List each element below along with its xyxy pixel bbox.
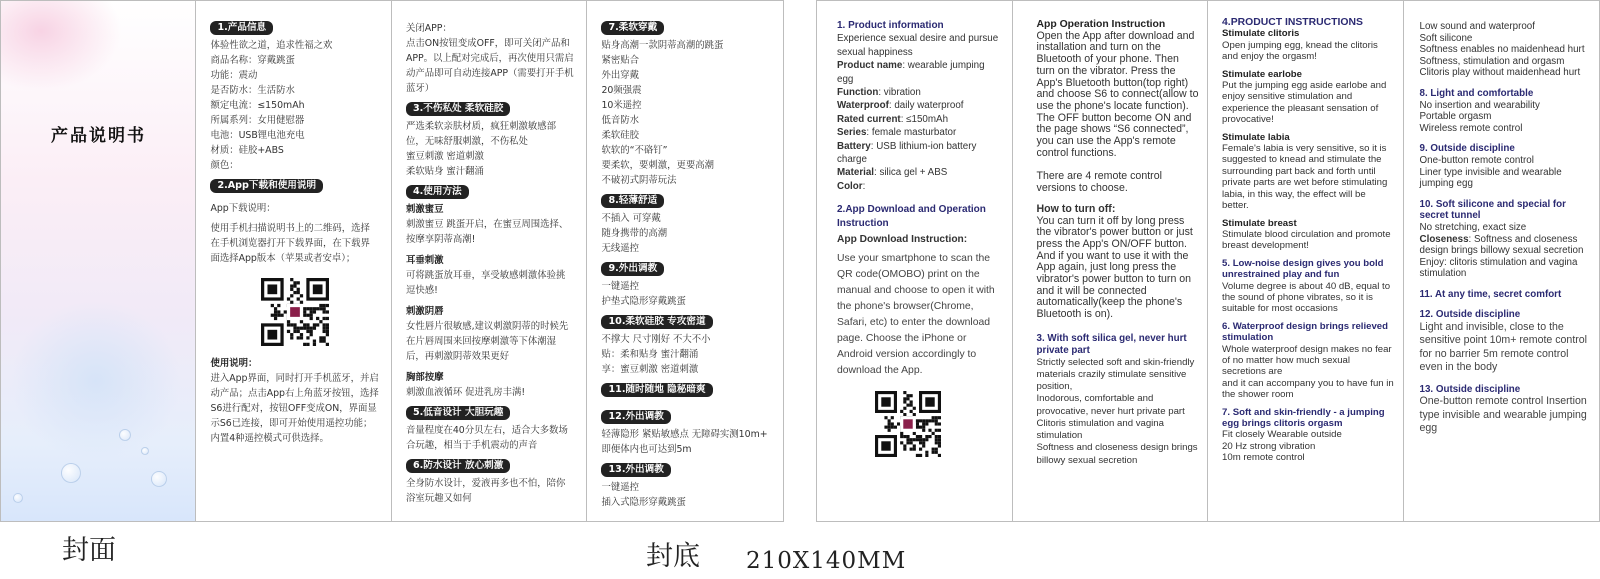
section-lines	[601, 332, 771, 377]
text-line: Softness and closeness design brings billowy sexual secretion	[1036, 442, 1198, 466]
feature-text: One-button remote control Insertion type invisible and wearable jumping egg	[1419, 395, 1587, 435]
spec-row	[837, 99, 1002, 112]
method-text: 刺激蜜豆 跳蛋开启，在蜜豆周围选择、按摩享阴蒂高潮!	[405, 219, 569, 245]
bubble-decoration	[151, 471, 167, 487]
section-lines	[406, 149, 575, 179]
section-heading: 7. Soft and skin-friendly - a jumping egg brings clitoris orgasm	[1222, 406, 1385, 429]
section-heading: 4.PRODUCT INSTRUCTIONS	[1222, 17, 1363, 28]
text-line: Wireless remote control	[1419, 122, 1523, 134]
text-line: 关闭APP：	[405, 23, 452, 34]
close-app-text	[406, 21, 575, 96]
spec-row	[837, 86, 1002, 99]
text-line: 外出穿戴	[601, 70, 639, 81]
spec-key: Series	[837, 127, 867, 139]
spec-key: Function	[837, 87, 879, 99]
section-lines	[1037, 357, 1200, 467]
instruction-text: Put the jumping egg aside earlobe and enjoy sensitive stimulation and experience the pleasant sensation of provocative!	[1222, 80, 1387, 126]
feature-text: Light and invisible, close to the sensitive point 10m+ remote control for no barrier 5m remote control even in the body	[1419, 321, 1588, 374]
section-title: 10.柔软硅胶 专攻密道	[601, 315, 712, 329]
text-line: 护垫式隐形穿戴跳蛋	[601, 296, 686, 307]
spec-key: Product name	[837, 60, 903, 72]
text-line: 不破初式阴蒂玩法	[601, 175, 677, 186]
text-line: 20 Hz strong vibration	[1222, 440, 1316, 452]
text-line: 插入式隐形穿戴跳蛋	[601, 497, 686, 508]
text-line: 不撑大 尺寸刚好 不大不小	[601, 334, 711, 345]
text-line: Low sound and waterproof	[1419, 21, 1535, 32]
back-panel-product-info	[817, 1, 1013, 521]
bubble-decoration	[61, 463, 81, 483]
section-lines	[601, 38, 771, 188]
feature-text: No stretching, exact size	[1419, 221, 1527, 233]
text-line: 一键遥控	[601, 281, 639, 292]
section-text: 音量程度在40分贝左右，适合大多数场合玩趣，相当于手机震动的声音	[405, 425, 568, 451]
spec-value: : wearable jumping egg	[837, 60, 985, 85]
text-line: Clitoris stimulation and vagina stimulation	[1036, 417, 1164, 442]
spec-row	[837, 113, 1002, 126]
download-text: 使用手机扫描说明书上的二维码，选择在手机浏览器打开下载界面，在下载界面选择App版本（苹果或者安卓）；	[210, 223, 370, 264]
instruction-text: Female's labia is very sensitive, so it is suggested to knead and stimulate the surrounding part back and forth until private parts are wet before stimulating labia, in this way, the effect will be better.	[1222, 143, 1388, 212]
spec-value: : ≤150mAh	[900, 113, 949, 125]
spec-value: : silica gel + ABS	[874, 167, 948, 179]
feature-text: Enjoy: clitoris stimulation and vagina stimulation	[1419, 256, 1578, 280]
spec-key: Material	[837, 167, 875, 179]
section-text: 全身防水设计，爱液再多也不怕，陪你浴室玩趣又如何	[405, 478, 566, 504]
spec-value: : USB lithium-ion battery charge	[837, 140, 977, 166]
text-line: Inodorous, comfortable and provocative, never hurt private part	[1036, 393, 1185, 417]
operation-text: There are 4 remote control versions to choose.	[1036, 170, 1162, 195]
section-title: 7.柔软穿戴	[601, 21, 664, 35]
spec-value: : female masturbator	[866, 127, 957, 139]
section-heading: 13. Outside discipline	[1419, 383, 1521, 395]
sub-heading: Stimulate labia	[1222, 131, 1290, 143]
section-title: 2.App下载和使用说明	[210, 179, 323, 193]
method-text: 女性唇片很敏感,建议刺激阴蒂的时候先在片唇周围来回按摩刺激等下体潮湿后，再刺激阴蒂效果更好	[405, 321, 569, 362]
text-line: 点击ON按钮变成OFF，即可关闭产品和APP。以上配对完成后，再次使用只需启动产品即可自动连接APP（需要打开手机蓝牙）	[405, 38, 574, 94]
text-line: 体验性欲之道，追求性福之欢	[210, 40, 333, 51]
back-panel-operation	[1013, 1, 1209, 521]
text-line: 要柔软，要刺激，更要高潮	[601, 160, 714, 171]
usage-label: 使用说明：	[210, 358, 258, 369]
text-line: 商品名称：穿戴跳蛋	[210, 55, 295, 66]
section-heading: 6. Waterproof design brings relieved stimulation	[1222, 320, 1389, 344]
cover-title: 产品说明书	[51, 126, 146, 146]
section-lines	[601, 211, 771, 256]
spec-key: Rated current	[837, 113, 901, 125]
text-line: 一键遥控	[601, 482, 639, 493]
front-panel-product-info	[196, 1, 392, 521]
front-sheet	[0, 0, 784, 522]
section-title: 3.不伤私处 柔软硅胶	[406, 102, 510, 116]
section-title: 4.使用方法	[406, 185, 469, 199]
text-line: 是否防水：生活防水	[210, 85, 295, 96]
section-lines	[601, 480, 771, 510]
section-heading: 9. Outside discipline	[1419, 143, 1515, 155]
text-line: 20频强震	[601, 85, 642, 96]
section-heading: 1. Product information	[837, 20, 944, 31]
text-line: 柔软硅胶	[601, 130, 639, 141]
feature-key: Closeness	[1419, 233, 1469, 245]
instruction-text: Open jumping egg, knead the clitoris and enjoy the orgasm!	[1222, 39, 1378, 63]
text-line: 蜜豆刺激 密道刺激	[405, 151, 484, 162]
text-line: 不插入 可穿戴	[601, 213, 661, 224]
caption-front: 封面	[62, 535, 116, 566]
text-line: 紧密贴合	[601, 55, 639, 66]
text-line: 功能：震动	[210, 70, 258, 81]
text-line: 颜色：	[210, 160, 239, 171]
method-title: 胸部按摩	[405, 372, 444, 383]
download-label: App下载说明：	[210, 203, 276, 214]
back-panel-instructions	[1208, 1, 1403, 521]
text-line: 随身携带的高潮	[601, 228, 668, 239]
front-panel-features	[587, 1, 783, 521]
section-title: 9.外出调教	[601, 262, 664, 276]
instruction-text: and it can accompany you to have fun in the shower room	[1222, 377, 1394, 401]
method-text: 刺激血液循环 促进乳房丰满!	[405, 387, 526, 398]
spec-row	[837, 126, 1002, 139]
text-line: 电池：USB锂电池充电	[210, 130, 305, 141]
sub-heading: Stimulate breast	[1222, 217, 1297, 229]
sub-heading: Stimulate clitoris	[1222, 28, 1300, 40]
feature-text	[1420, 234, 1591, 257]
section-heading: 2.App Download and Operation Instruction	[837, 204, 986, 229]
front-panel-usage	[392, 1, 588, 521]
section-title: 12.外出调教	[601, 410, 670, 424]
text-line: 低音防水	[601, 115, 639, 126]
text-line: 10米遥控	[601, 100, 642, 111]
caption-back: 封底	[646, 541, 700, 572]
method-text: 可将跳蛋放耳垂，享受敏感刺激体验挑逗快感!	[405, 270, 566, 296]
spec-key: Battery	[837, 140, 871, 152]
text-line: 贴身高潮一款阴蒂高潮的跳蛋	[601, 40, 724, 51]
spec-row	[837, 140, 1002, 167]
text-line: Fit closely Wearable outside	[1222, 429, 1342, 441]
text-line: Soft silicone	[1419, 32, 1473, 44]
spec-key: Waterproof	[837, 100, 889, 112]
spec-list	[837, 59, 1002, 193]
text-line: Softness enables no maidenhead hurt	[1419, 44, 1585, 56]
instruction-text: Volume degree is about 40 dB, equal to the sound of phone vibrates, so it is suitable for most occasions	[1222, 280, 1391, 315]
operation-text: Open the App after download and installation and turn on the Bluetooth of your phone. Then turn on the vibrator. Press the App's Bluetooth button(top right) and choose S6 to connect(allow to use the phone's locate function). The OFF button become ON and the page shows “S6 connected”, you can use the App's remote control functions.	[1036, 29, 1199, 159]
bubble-decoration	[13, 493, 23, 503]
back-panel-features	[1404, 1, 1599, 521]
spec-key: Color	[837, 180, 863, 192]
method-title: 刺激蜜豆	[405, 204, 444, 215]
text-line: Clitoris play without maidenhead hurt	[1419, 67, 1581, 79]
text-line: Liner type invisible and wearable jumping egg	[1419, 166, 1562, 190]
section-title: 11.随时随地 隐秘暗爽	[601, 383, 712, 397]
method-title: 刺激阴唇	[405, 306, 444, 317]
text-line: 软软的“不硌钉”	[601, 145, 668, 156]
section-heading: 3. With soft silica gel, never hurt private part	[1036, 332, 1187, 356]
text-line: One-button remote control	[1419, 154, 1534, 166]
section-lines	[601, 279, 771, 309]
section-lines	[1420, 100, 1591, 135]
section-heading: 8. Light and comfortable	[1419, 87, 1534, 99]
spec-row	[837, 166, 1002, 179]
spec-value: :	[862, 180, 866, 192]
text-line: 享：蜜豆刺激 密道刺激	[601, 364, 699, 375]
text-line: 贴：柔和贴身 蜜汁翻涌	[601, 349, 699, 360]
instruction-text: Stimulate blood circulation and promote breast development!	[1222, 228, 1391, 252]
section-title: 13.外出调教	[601, 463, 670, 477]
section-lines	[1420, 21, 1591, 79]
section-title: 6.防水设计 放心刺激	[406, 459, 510, 473]
section-heading: 5. Low-noise design gives you bold unrestrained play and fun	[1222, 257, 1384, 281]
text-line: No insertion and wearability	[1419, 99, 1540, 111]
text-line: 所属系列：女用健慰器	[210, 115, 305, 126]
back-sheet	[816, 0, 1600, 522]
text-line: 额定电流：≤150mAh	[210, 100, 305, 111]
product-info-list	[210, 38, 379, 173]
download-label: App Download Instruction:	[837, 234, 968, 246]
text-line: Softness, stimulation and orgasm	[1419, 55, 1565, 67]
section-heading: App Operation Instruction	[1036, 19, 1166, 30]
caption-size: 210X140MM	[746, 548, 907, 574]
section-lines	[1222, 429, 1394, 463]
section-lines	[1420, 155, 1591, 190]
usage-text: 进入App界面，同时打开手机蓝牙，并启动产品；点击App右上角蓝牙按钮，选择S6进行配对，按钮OFF变成ON，界面显示S6已连接，即可开始使用遥控功能；内置4种遥控模式可供选择。	[210, 373, 379, 444]
intro-text: Experience sexual desire and pursue sexual happiness	[837, 33, 999, 58]
section-title: 1.产品信息	[210, 21, 273, 35]
text-line: 无线遥控	[601, 243, 639, 254]
text-line: 10m remote control	[1222, 452, 1305, 464]
spec-value: : daily waterproof	[888, 100, 964, 112]
section-text: 严选柔软亲肤材质，疯狂刺激敏感部位，无味舒服刺激，不伤私处	[405, 121, 556, 147]
bubble-decoration	[141, 447, 149, 455]
spec-value: : vibration	[878, 87, 921, 99]
download-text: Use your smartphone to scan the QR code(OMOBO) print on the manual and choose to open it with the phone's browser(Chrome, Safari, etc) to enter the download page. Choose the iPhone or Android version accordingly to download the App.	[837, 252, 995, 376]
text-line: Portable orgasm	[1419, 111, 1492, 123]
operation-text: You can turn it off by long press the vibrator's power button or just press the App's ON/OFF button. And if you want to use it with the App again, just long press the vibrator's power button to turn on and it will be connected automatically(keep the phone's Bluetooth is on).	[1036, 214, 1193, 321]
method-title: 耳垂刺激	[405, 255, 444, 266]
instruction-text: Whole waterproof design makes no fear of no matter how much sexual secretions are	[1222, 343, 1392, 378]
cover-panel	[1, 1, 196, 521]
section-heading: 12. Outside discipline	[1419, 309, 1521, 321]
section-heading: 11. At any time, secret comfort	[1419, 288, 1562, 300]
section-text: 轻薄隐形 紧贴敏感点 无障碍实测10m+ 即便体内也可达到5m	[601, 429, 768, 455]
text-line: 柔软贴身 蜜汁翻涌	[405, 166, 484, 177]
qr-code-icon	[261, 278, 329, 346]
text-line: Strictly selected soft and skin-friendly materials crazily stimulate sensitive position,	[1036, 356, 1195, 393]
spec-row	[837, 59, 1002, 86]
section-title: 5.低音设计 大胆玩趣	[406, 406, 510, 420]
bubble-decoration	[119, 429, 131, 441]
qr-code-icon	[875, 391, 941, 457]
feature-value: : Softness and closeness design brings billowy sexual secretion	[1419, 233, 1584, 257]
sub-heading: Stimulate earlobe	[1222, 68, 1303, 80]
spec-row	[837, 180, 1002, 193]
sub-heading: How to turn off:	[1036, 202, 1116, 215]
section-heading: 10. Soft silicone and special for secret tunnel	[1419, 198, 1566, 222]
section-title: 8.轻薄舒适	[601, 194, 664, 208]
text-line: 材质：硅胶+ABS	[210, 145, 284, 156]
